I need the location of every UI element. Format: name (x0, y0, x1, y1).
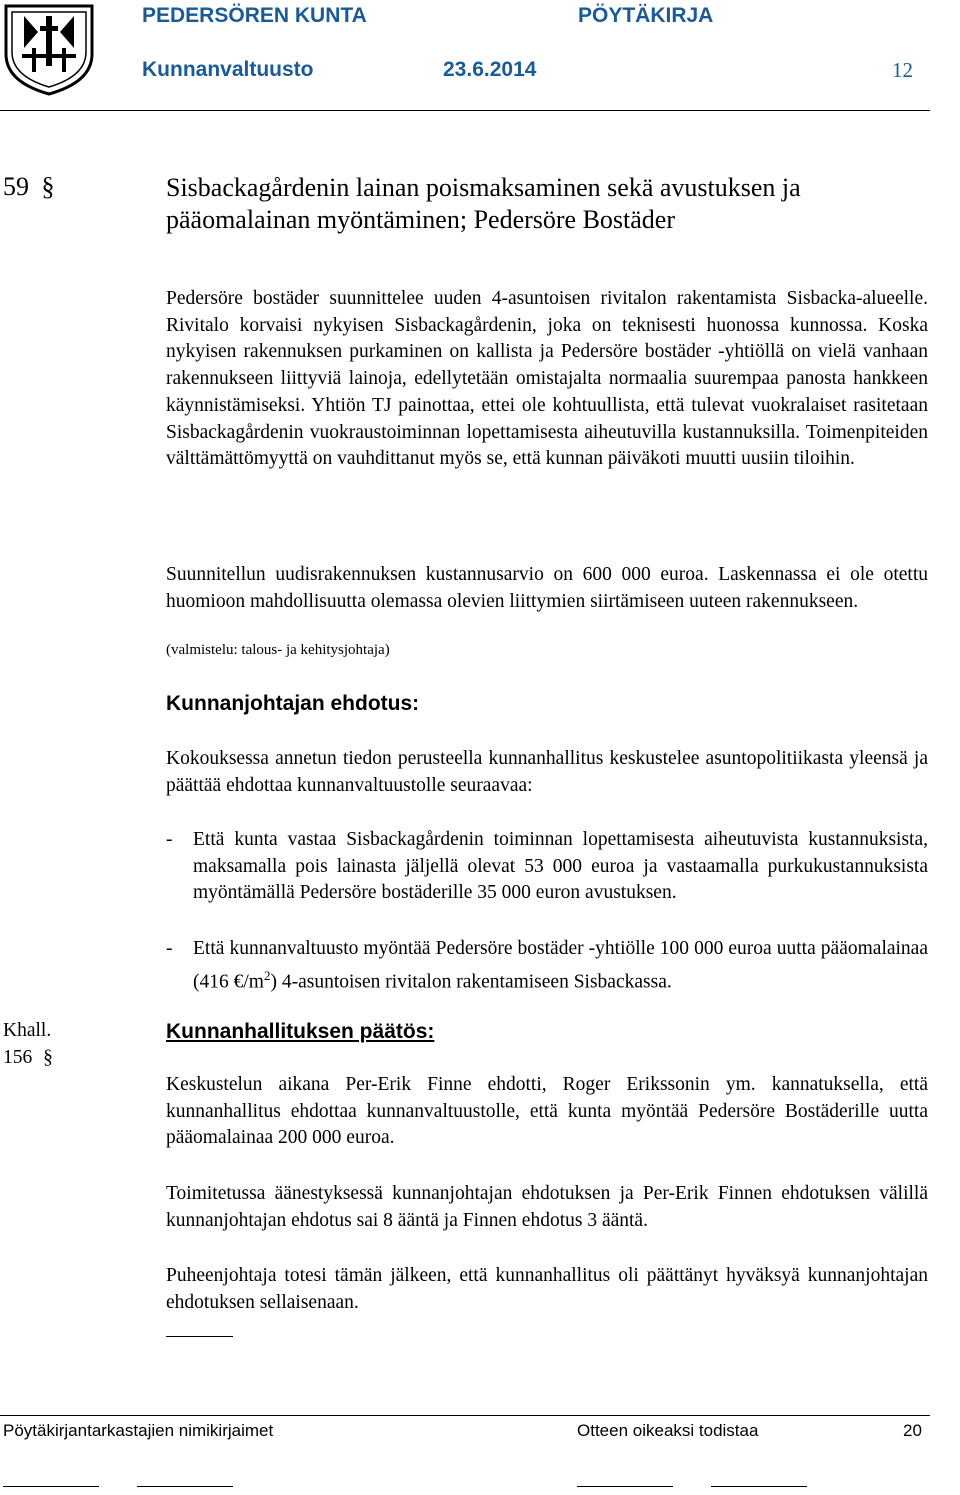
municipality-coat-of-arms-logo (2, 2, 96, 96)
footer-divider (0, 1415, 930, 1416)
header-divider (0, 110, 930, 111)
list-item-text-part: Että kunnanvaltuusto myöntää Pedersöre bostäder -yhtiölle 100 000 euroa uutta pääomalainaa (416 €/m (193, 938, 928, 993)
footer-certified-label: Otteen oikeaksi todistaa (577, 1421, 759, 1440)
cost-estimate-paragraph: Suunnitellun uudisrakennuksen kustannusarvio on 600 000 euroa. Laskennassa ei ole otettu huomioon mahdollisuutta olemassa olevien liittymien siirtämiseen uuteen rakennukseen. (166, 564, 928, 612)
margin-symbol: § (43, 1046, 53, 1068)
list-dash: - (166, 829, 173, 850)
proposal-heading: Kunnanjohtajan ehdotus: (166, 692, 420, 715)
signature-line (137, 1486, 233, 1487)
header-decision-body: Kunnanvaltuusto (142, 58, 314, 81)
background-paragraph: Pedersöre bostäder suunnittelee uuden 4-asuntoisen rivitalon rakentamista Sisbacka-alueelle. Rivitalo korvaisi nykyisen Sisbackagårdenin, joka on teknisesti huonossa kunnossa. Koska nykyisen rakennuksen purkaminen on kallista ja Pedersöre bostäder -yhtiöllä on vielä vanhaan rakennukseen liittyviä lainoja, edellytetään omistajalta normaalia suurempaa panosta hankkeen käynnistämiseksi. Yhtiön TJ painottaa, ettei ole kohtuullista, että tulevat vuokralaiset rasitetaan Sisbackagårdenin vuokraustoiminnan lopettamisesta aiheutuvilla kustannuksilla. Toimenpiteiden välttämättömyyttä on vauhdittanut myös se, että kunnan päiväkoti muutti uusiin tiloihin. (166, 288, 928, 470)
header-page-number: 12 (892, 58, 913, 82)
header-date: 23.6.2014 (443, 58, 537, 81)
list-item-text-part: ) 4-asuntoisen rivitalon rakentamiseen Sisbackassa. (270, 971, 672, 993)
section-number (3, 172, 55, 202)
proposal-list-item (166, 936, 928, 992)
header-organization: PEDERSÖREN KUNTA (142, 4, 367, 27)
proposal-intro: Kokouksessa annetun tiedon perusteella kunnanhallitus keskustelee asuntopolitiikasta yleensä ja päättää ehdottaa kunnanvaltuustolle seuraavaa: (166, 748, 928, 796)
signature-line (711, 1486, 807, 1487)
margin-number (3, 1045, 53, 1072)
footer-page-number: 20 (903, 1421, 922, 1440)
board-discussion-paragraph: Keskustelun aikana Per-Erik Finne ehdotti, Roger Erikssonin ym. kannatuksella, että kunnanhallitus ehdottaa kunnanvaltuustolle, että kunta myöntää Pedersöre Bostäderille uutta pääomalainaa 200 000 euroa. (166, 1074, 928, 1149)
signature-line (3, 1486, 99, 1487)
footer-signatures-label: Pöytäkirjantarkastajien nimikirjaimet (3, 1421, 274, 1440)
proposal-list-item (166, 827, 928, 935)
margin-label: Khall. (3, 1020, 52, 1041)
section-number-value: 59 (3, 172, 29, 201)
margin-number-value: 156 (3, 1046, 33, 1068)
list-item-text (193, 936, 928, 996)
section-title: Sisbackagårdenin lainan poismaksaminen sekä avustuksen ja pääomalainan myöntäminen; Pedersöre Bostäder (166, 173, 801, 234)
preparer-note: (valmistelu: talous- ja kehitysjohtaja) (166, 642, 390, 658)
superscript: 2 (263, 967, 271, 983)
end-separator-line (166, 1336, 233, 1337)
signature-line (577, 1486, 673, 1487)
list-item-text: Että kunta vastaa Sisbackagårdenin toiminnan lopettamisesta aiheutuvista kustannuksista, maksamalla pois lainasta jäljellä olevat 53 000 euroa ja vastaamalla purkukustannuksista myöntämällä Pedersöre bostäderille 35 000 euron avustuksen. (193, 829, 928, 904)
margin-board-reference (3, 1018, 53, 1071)
board-decision-heading: Kunnanhallituksen päätös: (166, 1020, 435, 1043)
board-conclusion-paragraph: Puheenjohtaja totesi tämän jälkeen, että kunnanhallitus oli päättänyt hyväksyä kunnanjohtajan ehdotuksen sellaisenaan. (166, 1265, 928, 1313)
list-dash: - (166, 938, 173, 959)
header-document-type: PÖYTÄKIRJA (578, 4, 714, 27)
board-vote-paragraph: Toimitetussa äänestyksessä kunnanjohtajan ehdotuksen ja Per-Erik Finnen ehdotuksen välillä kunnanjohtajan ehdotus sai 8 ääntä ja Finnen ehdotus 3 ääntä. (166, 1183, 928, 1231)
section-symbol: § (41, 172, 55, 201)
